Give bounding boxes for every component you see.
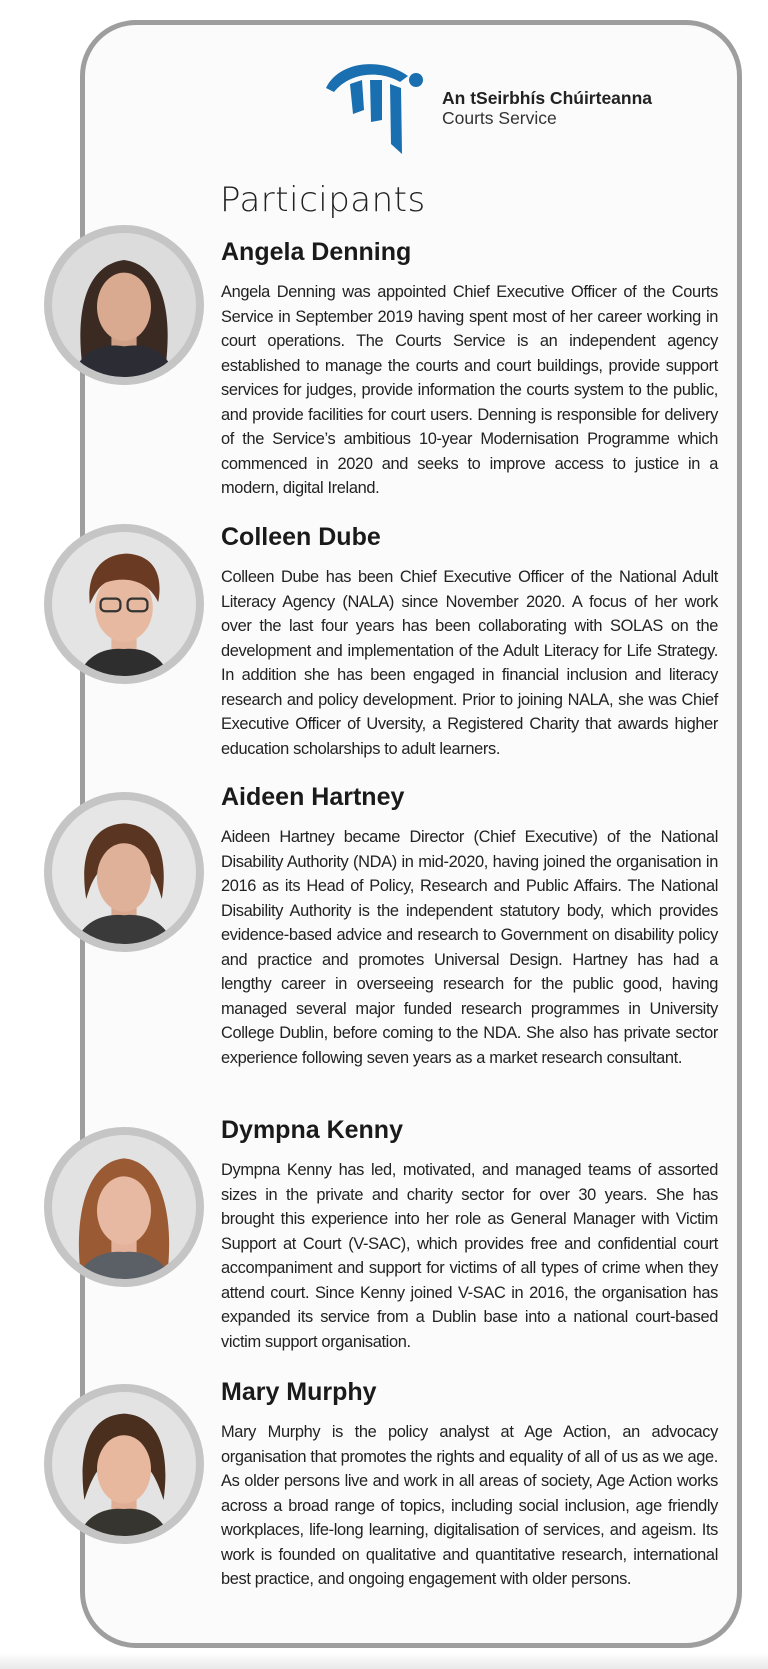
participant-bio: Dympna Kenny has led, motivated, and managed teams of assorted sizes in the private and charity sector for over 30 years. She has brought this experience into her role as General Manager with Victim Support at Court (V-SAC), which provides free and confidential court accompaniment and support for victims of all types of crime when they attend court. Since Kenny joined V-SAC in 2016, the organisation has expanded its service from a Dublin base into a national court-based victim support organisation. xyxy=(221,1161,718,1351)
portrait-photo xyxy=(52,1135,196,1279)
avatar xyxy=(44,1127,204,1287)
courts-service-logo xyxy=(320,58,680,158)
participant-name: Dympna Kenny xyxy=(221,1116,403,1144)
avatar xyxy=(44,1384,204,1544)
portrait-photo xyxy=(52,532,196,676)
courts-service-emblem-icon xyxy=(320,58,440,158)
logo-irish-name: An tSeirbhís Chúirteanna xyxy=(442,88,653,108)
portrait-photo xyxy=(52,233,196,377)
avatar xyxy=(44,225,204,385)
page-edge-shadow xyxy=(0,1653,768,1669)
participant-bio: Mary Murphy is the policy analyst at Age Action, an advocacy organisation that promotes the rights and equality of all of us as we age. As older persons live and work in all areas of society, Age Action works across a broad range of topics, including social inclusion, age friendly workplaces, life-long learning, digitalisation of services, and ageism. Its work is founded on qualitative and quantitative research, international best practice, and ongoing engagement with older persons. xyxy=(221,1423,718,1588)
participant-bio: Colleen Dube has been Chief Executive Officer of the National Adult Literacy Agency (NALA) since November 2020. A focus of her work over the last four years has been collaborating with SOLAS on the development and implementation of the Adult Literacy for Life Strategy. In addition she has been engaged in financial inclusion and literacy research and policy development. Prior to joining NALA, she was Chief Executive Officer of Uversity, a Registered Charity that awards higher education scholarships to adult learners. xyxy=(221,568,718,758)
participant-name: Colleen Dube xyxy=(221,523,381,551)
participant-bio: Angela Denning was appointed Chief Executive Officer of the Courts Service in September 2019 having spent most of her career working in court operations. The Courts Service is an independent agency established to manage the courts and court buildings, provide support services for judges, provide information the courts system to the public, and provide facilities for court users. Denning is responsible for delivery of the Service’s ambitious 10-year Modernisation Programme which commenced in 2020 and seeks to improve access to justice in a modern, digital Ireland. xyxy=(221,283,718,497)
avatar xyxy=(44,792,204,952)
logo-english-name: Courts Service xyxy=(442,108,557,129)
participant-name: Aideen Hartney xyxy=(221,783,405,811)
avatar xyxy=(44,524,204,684)
page-title: Participants xyxy=(220,180,426,220)
participant-bio: Aideen Hartney became Director (Chief Executive) of the National Disability Authority (NDA) in mid-2020, having joined the organisation in 2016 as its Head of Policy, Research and Public Affairs. The National Disability Authority is the independent statutory body, which provides evidence-based advice and research to Government on disability policy and practice and promotes Universal Design. Hartney has had a lengthy career in overseeing research for the public good, having managed several major funded research programmes in University College Dublin, before coming to the NDA. She also has private sector experience following seven years as a market research consultant. xyxy=(221,828,718,1067)
portrait-photo xyxy=(52,1392,196,1536)
portrait-photo xyxy=(52,800,196,944)
participant-name: Angela Denning xyxy=(221,238,412,266)
participant-name: Mary Murphy xyxy=(221,1378,377,1406)
